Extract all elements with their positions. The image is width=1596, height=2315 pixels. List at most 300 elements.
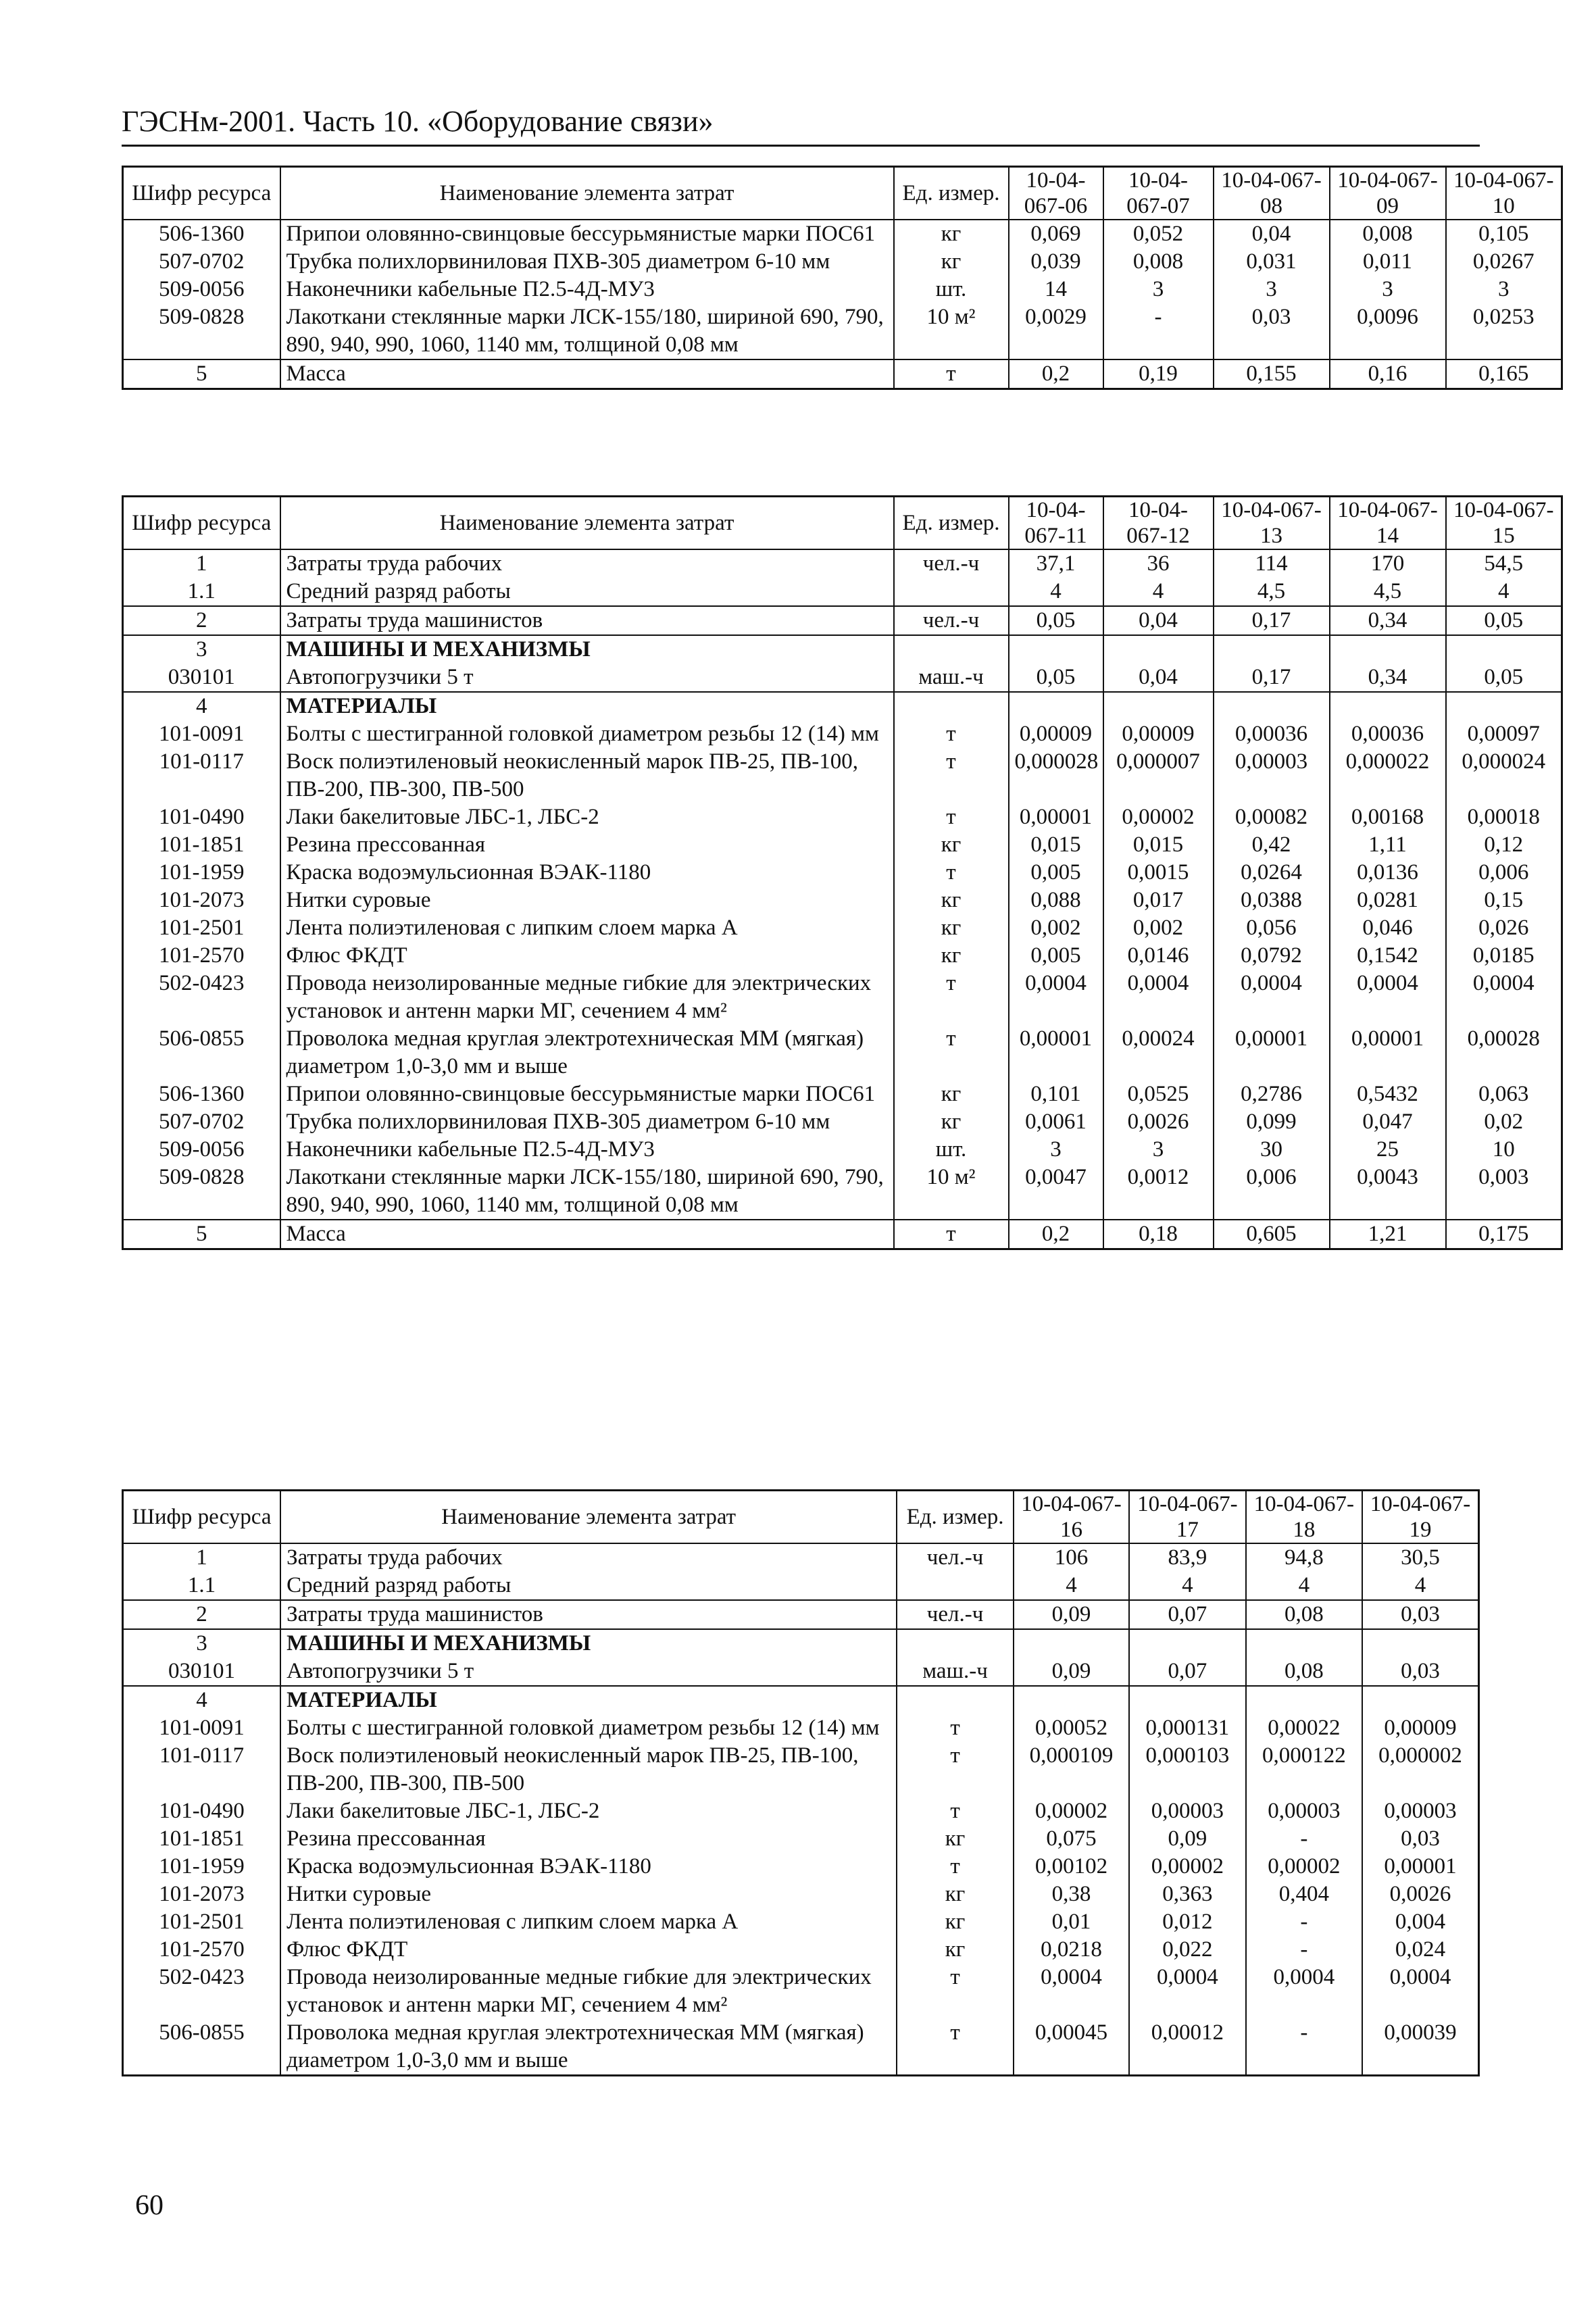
table-header — [123, 167, 1562, 220]
resource-value: 1,11 — [1330, 831, 1446, 859]
resource-value: 0,34 — [1330, 606, 1446, 635]
resource-unit: маш.-ч — [894, 664, 1009, 692]
resource-value: 4 — [1362, 1572, 1478, 1600]
resource-name: Припои оловянно-свинцовые бессурьмянистые марки ПОС61 — [280, 1080, 894, 1108]
resource-value — [1009, 635, 1103, 664]
resource-value: 0,00002 — [1129, 1853, 1245, 1881]
table-row — [123, 1964, 1479, 2019]
resource-value: 0,0267 — [1446, 248, 1562, 276]
resource-value: 0,0026 — [1103, 1108, 1214, 1136]
resource-value: 0,2 — [1009, 359, 1103, 389]
resource-name: МАТЕРИАЛЫ — [280, 1686, 897, 1714]
resource-value: 0,022 — [1129, 1936, 1245, 1964]
resource-value: 0,00036 — [1214, 720, 1330, 748]
resource-name: Лакоткани стеклянные марки ЛСК-155/180, шириной 690, 790, 890, 940, 990, 1060, 1140 мм, толщиной 0,08 мм — [280, 1164, 894, 1220]
resource-unit: шт. — [894, 276, 1009, 303]
resource-value — [1330, 635, 1446, 664]
resource-unit: маш.-ч — [897, 1658, 1013, 1686]
resource-unit: т — [894, 359, 1009, 389]
resource-value: 0,005 — [1009, 859, 1103, 887]
resource-code: 1.1 — [123, 578, 280, 606]
resource-name: Средний разряд работы — [280, 578, 894, 606]
resource-name: Масса — [280, 359, 894, 389]
resource-value: 37,1 — [1009, 549, 1103, 578]
resource-name: Резина прессованная — [280, 831, 894, 859]
table-row — [123, 748, 1562, 803]
resource-value: 0,07 — [1129, 1658, 1245, 1686]
table-row — [123, 1080, 1562, 1108]
resource-unit — [894, 635, 1009, 664]
table-row — [123, 1543, 1479, 1572]
resource-value: 0,0061 — [1009, 1108, 1103, 1136]
resource-unit — [894, 578, 1009, 606]
table-row — [123, 1908, 1479, 1936]
resource-value — [1129, 1629, 1245, 1658]
resource-unit — [897, 1572, 1013, 1600]
resource-value: 0,0004 — [1362, 1964, 1478, 2019]
resource-value: 0,00003 — [1246, 1797, 1362, 1825]
resource-unit: кг — [894, 887, 1009, 914]
resource-unit: кг — [897, 1881, 1013, 1908]
table-row — [123, 914, 1562, 942]
table-row — [123, 220, 1562, 248]
resource-name: Нитки суровые — [280, 1881, 897, 1908]
table-row — [123, 1936, 1479, 1964]
resource-value: 0,19 — [1103, 359, 1214, 389]
resource-value: 0,00102 — [1014, 1853, 1129, 1881]
header-row — [123, 497, 1562, 550]
resource-value: 0,00009 — [1009, 720, 1103, 748]
resource-value: - — [1246, 1825, 1362, 1853]
header-code: Шифр ресурса — [123, 497, 280, 550]
resource-code: 506-1360 — [123, 220, 280, 248]
resource-value: 0,00003 — [1214, 748, 1330, 803]
resource-unit: т — [897, 1714, 1013, 1742]
header-unit: Ед. измер. — [894, 497, 1009, 550]
resource-name: Средний разряд работы — [280, 1572, 897, 1600]
resource-code: 1.1 — [123, 1572, 281, 1600]
resource-unit: 10 м² — [894, 303, 1009, 359]
resource-unit: кг — [894, 831, 1009, 859]
resource-value: 0,075 — [1014, 1825, 1129, 1853]
resource-name: Нитки суровые — [280, 887, 894, 914]
resource-code: 101-2501 — [123, 1908, 281, 1936]
resource-value: 0,2 — [1009, 1220, 1103, 1249]
resource-value: 0,0185 — [1446, 942, 1562, 970]
resource-code: 507-0702 — [123, 1108, 280, 1136]
resource-value: 0,02 — [1446, 1108, 1562, 1136]
resource-code: 509-0056 — [123, 1136, 280, 1164]
resource-value: 0,006 — [1214, 1164, 1330, 1220]
resource-value: 0,05 — [1009, 664, 1103, 692]
resource-unit: т — [894, 1220, 1009, 1249]
resource-value: 0,0253 — [1446, 303, 1562, 359]
resource-value: 0,00097 — [1446, 720, 1562, 748]
resource-value: 0,039 — [1009, 248, 1103, 276]
resource-value: 0,000022 — [1330, 748, 1446, 803]
resource-value: 0,0525 — [1103, 1080, 1214, 1108]
resource-value: 10 — [1446, 1136, 1562, 1164]
resource-value: 0,1542 — [1330, 942, 1446, 970]
resource-unit: т — [897, 2019, 1013, 2076]
resource-value: 4 — [1103, 578, 1214, 606]
resource-code: 509-0056 — [123, 276, 280, 303]
resource-value: 0,05 — [1446, 606, 1562, 635]
resource-value: 0,0146 — [1103, 942, 1214, 970]
resource-value: 0,09 — [1014, 1600, 1129, 1629]
header-norm-code: 10-04-067-16 — [1014, 1491, 1129, 1544]
resource-unit: чел.-ч — [894, 606, 1009, 635]
resource-value: 0,00001 — [1362, 1853, 1478, 1881]
resource-value: 0,063 — [1446, 1080, 1562, 1108]
resource-value: 0,017 — [1103, 887, 1214, 914]
resource-value: 0,404 — [1246, 1881, 1362, 1908]
resource-value: 106 — [1014, 1543, 1129, 1572]
resource-value: 0,363 — [1129, 1881, 1245, 1908]
resource-value: 0,00001 — [1009, 803, 1103, 831]
resource-unit: кг — [897, 1908, 1013, 1936]
resource-code: 509-0828 — [123, 303, 280, 359]
resource-value: 0,03 — [1362, 1658, 1478, 1686]
resource-code: 101-1851 — [123, 1825, 281, 1853]
resource-value: 0,031 — [1214, 248, 1330, 276]
table-row — [123, 1853, 1479, 1881]
resource-unit: чел.-ч — [897, 1543, 1013, 1572]
resource-value: 0,09 — [1129, 1825, 1245, 1853]
resource-value: 0,015 — [1103, 831, 1214, 859]
resource-value: - — [1103, 303, 1214, 359]
table-row — [123, 1025, 1562, 1080]
resource-name: Затраты труда рабочих — [280, 1543, 897, 1572]
resource-name: МАТЕРИАЛЫ — [280, 692, 894, 720]
resource-value: 0,0043 — [1330, 1164, 1446, 1220]
resource-name: Резина прессованная — [280, 1825, 897, 1853]
resource-name: Проволока медная круглая электротехническая ММ (мягкая) диаметром 1,0-3,0 мм и выше — [280, 2019, 897, 2076]
resource-code: 502-0423 — [123, 970, 280, 1025]
resource-value: - — [1246, 2019, 1362, 2076]
resource-value: 0,024 — [1362, 1936, 1478, 1964]
resource-name: Провода неизолированные медные гибкие для электрических установок и антенн марки МГ, сечением 4 мм² — [280, 1964, 897, 2019]
resource-code: 101-0117 — [123, 1742, 281, 1797]
table-row — [123, 1825, 1479, 1853]
resource-value: 0,052 — [1103, 220, 1214, 248]
resource-code: 3 — [123, 1629, 281, 1658]
resource-table-2 — [122, 495, 1563, 1250]
resource-unit: т — [894, 748, 1009, 803]
resource-name: Краска водоэмульсионная ВЭАК-1180 — [280, 1853, 897, 1881]
resource-value: 83,9 — [1129, 1543, 1245, 1572]
resource-value: 170 — [1330, 549, 1446, 578]
table-row — [123, 692, 1562, 720]
resource-value: 0,101 — [1009, 1080, 1103, 1108]
resource-value: 4 — [1014, 1572, 1129, 1600]
header-norm-code: 10-04-067-17 — [1129, 1491, 1245, 1544]
resource-value: 3 — [1103, 1136, 1214, 1164]
resource-value: 0,003 — [1446, 1164, 1562, 1220]
resource-value: 0,0004 — [1214, 970, 1330, 1025]
resource-value: 0,000103 — [1129, 1742, 1245, 1797]
header-name: Наименование элемента затрат — [280, 1491, 897, 1544]
table-body — [123, 220, 1562, 389]
resource-value: 0,05 — [1009, 606, 1103, 635]
table-row — [123, 720, 1562, 748]
resource-code: 1 — [123, 1543, 281, 1572]
resource-value: 54,5 — [1446, 549, 1562, 578]
resource-name: Провода неизолированные медные гибкие для электрических установок и антенн марки МГ, сечением 4 мм² — [280, 970, 894, 1025]
resource-value — [1214, 635, 1330, 664]
resource-value: 1,21 — [1330, 1220, 1446, 1249]
resource-value: 0,09 — [1014, 1658, 1129, 1686]
resource-code: 3 — [123, 635, 280, 664]
resource-value: 0,00002 — [1103, 803, 1214, 831]
table-row — [123, 859, 1562, 887]
resource-value: 0,0004 — [1103, 970, 1214, 1025]
resource-name: Автопогрузчики 5 т — [280, 664, 894, 692]
resource-name: Краска водоэмульсионная ВЭАК-1180 — [280, 859, 894, 887]
resource-value: 0,0015 — [1103, 859, 1214, 887]
resource-value: 0,38 — [1014, 1881, 1129, 1908]
resource-value — [1246, 1686, 1362, 1714]
table-row — [123, 1136, 1562, 1164]
resource-value: 0,005 — [1009, 942, 1103, 970]
resource-value: 0,0004 — [1246, 1964, 1362, 2019]
resource-table-3 — [122, 1489, 1480, 2076]
resource-code: 4 — [123, 1686, 281, 1714]
table-body — [123, 549, 1562, 1249]
resource-value: 0,01 — [1014, 1908, 1129, 1936]
table-row — [123, 970, 1562, 1025]
table-row — [123, 578, 1562, 606]
resource-name: Лаки бакелитовые ЛБС-1, ЛБС-2 — [280, 1797, 897, 1825]
table-row — [123, 664, 1562, 692]
resource-value: 0,00022 — [1246, 1714, 1362, 1742]
resource-value: 30 — [1214, 1136, 1330, 1164]
resource-value: 0,0792 — [1214, 942, 1330, 970]
header-name: Наименование элемента затрат — [280, 497, 894, 550]
resource-value: 0,03 — [1362, 1600, 1478, 1629]
resource-value: 0,0004 — [1330, 970, 1446, 1025]
resource-value: 0,165 — [1446, 359, 1562, 389]
resource-unit: кг — [894, 914, 1009, 942]
table-body — [123, 1543, 1479, 2076]
resource-value: 0,004 — [1362, 1908, 1478, 1936]
resource-unit: кг — [897, 1936, 1013, 1964]
resource-name: Лента полиэтиленовая с липким слоем марка А — [280, 914, 894, 942]
resource-value: 0,0004 — [1014, 1964, 1129, 2019]
resource-value: 0,34 — [1330, 664, 1446, 692]
resource-value: 0,0029 — [1009, 303, 1103, 359]
resource-value: 0,18 — [1103, 1220, 1214, 1249]
resource-unit: т — [897, 1797, 1013, 1825]
table-row — [123, 606, 1562, 635]
resource-code: 506-1360 — [123, 1080, 280, 1108]
resource-value: 0,00039 — [1362, 2019, 1478, 2076]
resource-value: 0,00002 — [1246, 1853, 1362, 1881]
resource-value: 36 — [1103, 549, 1214, 578]
resource-value: 0,00024 — [1103, 1025, 1214, 1080]
resource-value: 4 — [1446, 578, 1562, 606]
resource-value: 0,0012 — [1103, 1164, 1214, 1220]
resource-code: 101-1959 — [123, 859, 280, 887]
table-row — [123, 2019, 1479, 2076]
resource-name: Лаки бакелитовые ЛБС-1, ЛБС-2 — [280, 803, 894, 831]
resource-code: 2 — [123, 1600, 281, 1629]
header-norm-code: 10-04-067-08 — [1214, 167, 1330, 220]
resource-unit: кг — [894, 1108, 1009, 1136]
page-number: 60 — [135, 2190, 164, 2221]
resource-value: 0,047 — [1330, 1108, 1446, 1136]
resource-value: 4 — [1009, 578, 1103, 606]
header-norm-code: 10-04-067-11 — [1009, 497, 1103, 550]
table-row — [123, 803, 1562, 831]
resource-value: 0,00012 — [1129, 2019, 1245, 2076]
resource-value: 0,0004 — [1446, 970, 1562, 1025]
table-row — [123, 1714, 1479, 1742]
resource-name: Болты с шестигранной головкой диаметром резьбы 12 (14) мм — [280, 720, 894, 748]
resource-value: 0,00003 — [1129, 1797, 1245, 1825]
resource-code: 101-0091 — [123, 1714, 281, 1742]
resource-value: 0,155 — [1214, 359, 1330, 389]
resource-code: 502-0423 — [123, 1964, 281, 2019]
resource-value — [1014, 1629, 1129, 1658]
resource-name: Затраты труда машинистов — [280, 606, 894, 635]
resource-name: Воск полиэтиленовый неокисленный марок ПВ-25, ПВ-100, ПВ-200, ПВ-300, ПВ-500 — [280, 748, 894, 803]
resource-value — [1362, 1686, 1478, 1714]
resource-value: 0,000131 — [1129, 1714, 1245, 1742]
resource-value: - — [1246, 1908, 1362, 1936]
resource-name: Воск полиэтиленовый неокисленный марок ПВ-25, ПВ-100, ПВ-200, ПВ-300, ПВ-500 — [280, 1742, 897, 1797]
resource-unit — [897, 1686, 1013, 1714]
resource-value: 3 — [1214, 276, 1330, 303]
table-header — [123, 1491, 1479, 1544]
header-norm-code: 10-04-067-09 — [1330, 167, 1446, 220]
header-norm-code: 10-04-067-10 — [1446, 167, 1562, 220]
table-header — [123, 497, 1562, 550]
resource-value: 0,04 — [1103, 664, 1214, 692]
resource-value: 0,008 — [1330, 220, 1446, 248]
resource-code: 101-1959 — [123, 1853, 281, 1881]
resource-value: 0,0004 — [1129, 1964, 1245, 2019]
resource-code: 101-0490 — [123, 803, 280, 831]
resource-value: 0,12 — [1446, 831, 1562, 859]
resource-name: МАШИНЫ И МЕХАНИЗМЫ — [280, 635, 894, 664]
resource-value: 0,000122 — [1246, 1742, 1362, 1797]
resource-value: 0,088 — [1009, 887, 1103, 914]
resource-code: 030101 — [123, 1658, 281, 1686]
resource-value: 0,000028 — [1009, 748, 1103, 803]
resource-value: 0,006 — [1446, 859, 1562, 887]
resource-value: 30,5 — [1362, 1543, 1478, 1572]
resource-value: 0,00052 — [1014, 1714, 1129, 1742]
resource-value: 0,17 — [1214, 606, 1330, 635]
table-row — [123, 1797, 1479, 1825]
table-row — [123, 1600, 1479, 1629]
table-row — [123, 1686, 1479, 1714]
resource-value: 3 — [1103, 276, 1214, 303]
resource-name: Автопогрузчики 5 т — [280, 1658, 897, 1686]
resource-value: 25 — [1330, 1136, 1446, 1164]
resource-value — [1362, 1629, 1478, 1658]
resource-value: 0,04 — [1103, 606, 1214, 635]
resource-value: 0,002 — [1103, 914, 1214, 942]
resource-value — [1446, 635, 1562, 664]
resource-value: 0,069 — [1009, 220, 1103, 248]
header-name: Наименование элемента затрат — [280, 167, 894, 220]
resource-code: 101-2570 — [123, 1936, 281, 1964]
table-row — [123, 549, 1562, 578]
resource-value: 0,0281 — [1330, 887, 1446, 914]
header-norm-code: 10-04-067-06 — [1009, 167, 1103, 220]
resource-value: 0,0264 — [1214, 859, 1330, 887]
resource-unit: т — [897, 1742, 1013, 1797]
resource-value: 4,5 — [1330, 578, 1446, 606]
table-row — [123, 1108, 1562, 1136]
resource-unit: кг — [894, 220, 1009, 248]
resource-value: 0,00009 — [1362, 1714, 1478, 1742]
resource-value: 0,002 — [1009, 914, 1103, 942]
resource-name: Проволока медная круглая электротехническая ММ (мягкая) диаметром 1,0-3,0 мм и выше — [280, 1025, 894, 1080]
table-row — [123, 887, 1562, 914]
resource-code: 101-0117 — [123, 748, 280, 803]
resource-value: - — [1246, 1936, 1362, 1964]
table-row — [123, 276, 1562, 303]
resource-value: 0,0004 — [1009, 970, 1103, 1025]
resource-value: 94,8 — [1246, 1543, 1362, 1572]
resource-unit — [894, 692, 1009, 720]
resource-code: 506-0855 — [123, 2019, 281, 2076]
resource-value: 0,00168 — [1330, 803, 1446, 831]
table-row — [123, 1220, 1562, 1249]
resource-value — [1103, 692, 1214, 720]
resource-code: 509-0828 — [123, 1164, 280, 1220]
resource-code: 101-2073 — [123, 887, 280, 914]
resource-value: 0,056 — [1214, 914, 1330, 942]
table-row — [123, 942, 1562, 970]
resource-value — [1014, 1686, 1129, 1714]
header-norm-code: 10-04-067-15 — [1446, 497, 1562, 550]
resource-code: 101-0091 — [123, 720, 280, 748]
resource-value: 0,00001 — [1009, 1025, 1103, 1080]
table-row — [123, 635, 1562, 664]
resource-code: 4 — [123, 692, 280, 720]
resource-unit: чел.-ч — [894, 549, 1009, 578]
resource-value: 3 — [1330, 276, 1446, 303]
resource-value — [1009, 692, 1103, 720]
resource-value: 0,105 — [1446, 220, 1562, 248]
resource-code: 5 — [123, 359, 280, 389]
resource-value: 0,175 — [1446, 1220, 1562, 1249]
resource-value: 0,0218 — [1014, 1936, 1129, 1964]
resource-code: 101-2501 — [123, 914, 280, 942]
resource-value: 0,2786 — [1214, 1080, 1330, 1108]
header-norm-code: 10-04-067-19 — [1362, 1491, 1478, 1544]
resource-unit: т — [897, 1853, 1013, 1881]
resource-code: 101-1851 — [123, 831, 280, 859]
header-norm-code: 10-04-067-12 — [1103, 497, 1214, 550]
resource-value: 0,0388 — [1214, 887, 1330, 914]
header-row — [123, 167, 1562, 220]
resource-value: 0,00001 — [1214, 1025, 1330, 1080]
table-row — [123, 831, 1562, 859]
resource-value: 0,03 — [1362, 1825, 1478, 1853]
resource-name: Лакоткани стеклянные марки ЛСК-155/180, шириной 690, 790, 890, 940, 990, 1060, 1140 мм, толщиной 0,08 мм — [280, 303, 894, 359]
resource-value: 114 — [1214, 549, 1330, 578]
resource-value: 0,07 — [1129, 1600, 1245, 1629]
resource-value: 0,15 — [1446, 887, 1562, 914]
table-row — [123, 1572, 1479, 1600]
resource-value: 0,008 — [1103, 248, 1214, 276]
table-row — [123, 1742, 1479, 1797]
